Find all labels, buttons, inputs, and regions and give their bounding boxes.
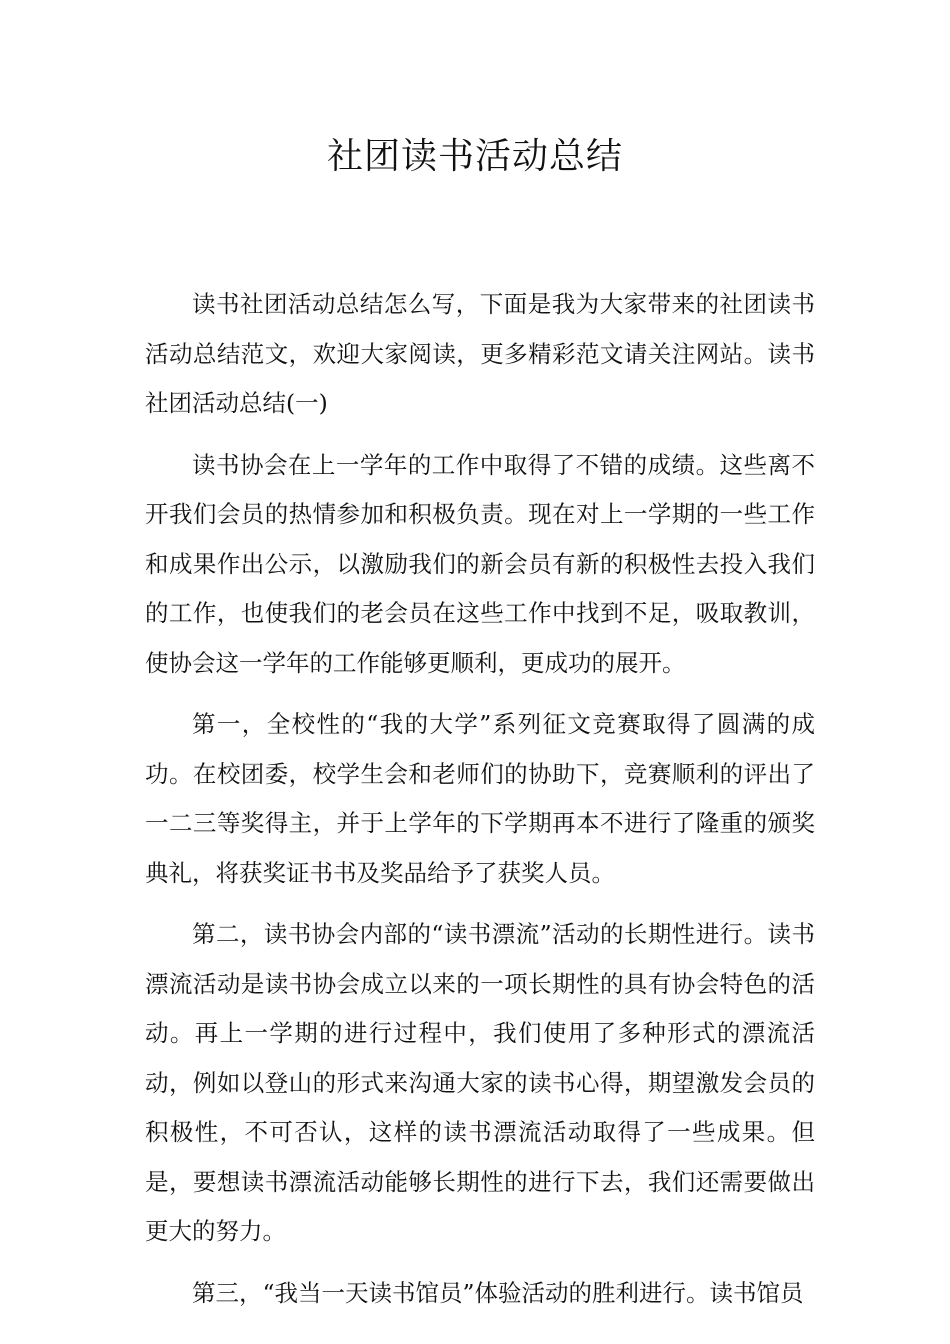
document-title: 社团读书活动总结	[326, 136, 623, 177]
paragraph-third-point: 第三，“我当一天读书馆员”体验活动的胜利进行。读书馆员	[192, 1278, 804, 1307]
paragraph-first-point: 第一，全校性的“我的大学”系列征文竞赛取得了圆满的成功。在校团委，校学生会和老师们的协助下，竞赛顺利的评出了一二三等奖得主，并于上学年的下学期再本不进行了隆重的颁奖典礼，将获奖证书书及奖品给予了获奖人员。	[145, 710, 815, 887]
paragraph-overview: 读书协会在上一学年的工作中取得了不错的成绩。这些离不开我们会员的热情参加和积极负责。现在对上一学期的一些工作和成果作出公示，以激励我们的新会员有新的积极性去投入我们的工作，也使我们的老会员在这些工作中找到不足，吸取教训，使协会这一学年的工作能够更顺利，更成功的展开。	[145, 450, 815, 677]
paragraph-second-point: 第二，读书协会内部的“读书漂流”活动的长期性进行。读书漂流活动是读书协会成立以来的一项长期性的具有协会特色的活动。再上一学期的进行过程中，我们使用了多种形式的漂流活动，例如以登山的形式来沟通大家的读书心得，期望激发会员的积极性，不可否认，这样的读书漂流活动取得了一些成果。但是，要想读书漂流活动能够长期性的进行下去，我们还需要做出更大的努力。	[145, 920, 815, 1245]
paragraph-intro: 读书社团活动总结怎么写，下面是我为大家带来的社团读书活动总结范文，欢迎大家阅读，更多精彩范文请关注网站。读书社团活动总结(一)	[145, 290, 815, 417]
document-body	[145, 280, 815, 1330]
